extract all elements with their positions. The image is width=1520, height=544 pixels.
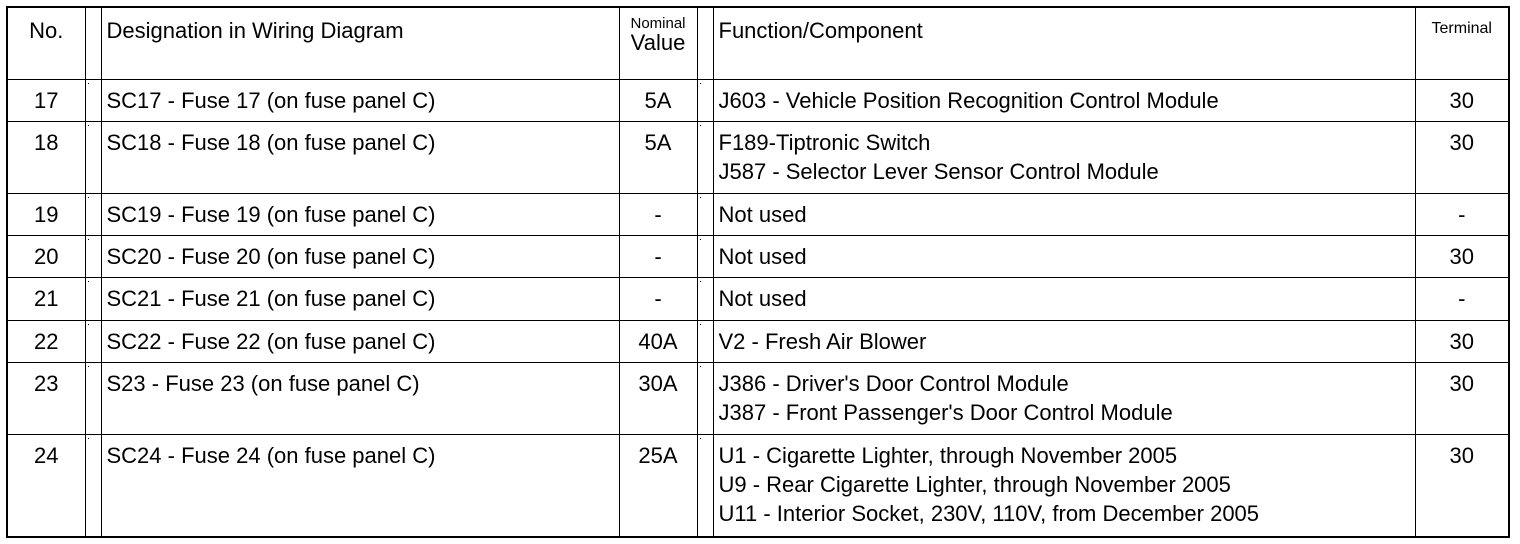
row-spacer	[697, 79, 713, 121]
terminal: 30	[1415, 362, 1509, 434]
fuse-table	[6, 6, 1510, 538]
spacer-mark	[88, 197, 89, 198]
function-line: U9 - Rear Cigarette Lighter, through November 2005	[718, 471, 1231, 497]
row-spacer	[85, 236, 101, 278]
spacer-mark	[88, 366, 89, 367]
fuse-designation: SC19 - Fuse 19 (on fuse panel C)	[101, 193, 619, 235]
terminal: 30	[1415, 121, 1509, 193]
function-line: Not used	[718, 244, 807, 270]
nominal-value: 5A	[619, 79, 697, 121]
function-line: J386 - Driver's Door Control Module	[718, 370, 1069, 396]
header-designation: Designation in Wiring Diagram	[101, 7, 619, 79]
function-line: F189-Tiptronic Switch	[718, 129, 931, 155]
table-row	[7, 362, 1509, 434]
fuse-number: 17	[7, 79, 85, 121]
fuse-designation: SC22 - Fuse 22 (on fuse panel C)	[101, 320, 619, 362]
spacer-mark	[88, 125, 89, 126]
row-spacer	[697, 362, 713, 434]
function-component	[713, 278, 1415, 320]
header-terminal: Terminal	[1415, 7, 1509, 79]
header-nominal-label: Nominal	[630, 15, 686, 32]
function-line: J587 - Selector Lever Sensor Control Module	[718, 158, 1159, 184]
fuse-designation: SC17 - Fuse 17 (on fuse panel C)	[101, 79, 619, 121]
header-spacer	[85, 7, 101, 79]
function-component	[713, 193, 1415, 235]
fuse-number: 24	[7, 434, 85, 537]
function-line: J387 - Front Passenger's Door Control Module	[718, 399, 1173, 425]
nominal-value: 40A	[619, 320, 697, 362]
row-spacer	[85, 434, 101, 537]
function-line: U1 - Cigarette Lighter, through November 2005	[718, 442, 1178, 468]
function-component	[713, 320, 1415, 362]
nominal-value: -	[619, 193, 697, 235]
function-line: V2 - Fresh Air Blower	[718, 328, 927, 354]
fuse-designation: SC20 - Fuse 20 (on fuse panel C)	[101, 236, 619, 278]
fuse-designation: SC18 - Fuse 18 (on fuse panel C)	[101, 121, 619, 193]
row-spacer	[85, 121, 101, 193]
spacer-mark	[700, 324, 701, 325]
terminal: 30	[1415, 79, 1509, 121]
spacer-mark	[88, 239, 89, 240]
header-value-label: Value	[630, 30, 686, 55]
fuse-designation: S23 - Fuse 23 (on fuse panel C)	[101, 362, 619, 434]
spacer-mark	[88, 324, 89, 325]
function-line: Not used	[718, 286, 807, 312]
table-row	[7, 434, 1509, 537]
fuse-number: 20	[7, 236, 85, 278]
spacer-mark	[88, 83, 89, 84]
function-line: Not used	[718, 201, 807, 227]
nominal-value: -	[619, 236, 697, 278]
row-spacer	[85, 362, 101, 434]
row-spacer	[85, 79, 101, 121]
terminal: -	[1415, 278, 1509, 320]
spacer-mark	[88, 438, 89, 439]
fuse-number: 18	[7, 121, 85, 193]
fuse-number: 22	[7, 320, 85, 362]
spacer-mark	[88, 281, 89, 282]
header-nominal-value	[619, 7, 697, 79]
fuse-designation: SC24 - Fuse 24 (on fuse panel C)	[101, 434, 619, 537]
table-row	[7, 79, 1509, 121]
spacer-mark	[700, 83, 701, 84]
nominal-value: -	[619, 278, 697, 320]
terminal: 30	[1415, 434, 1509, 537]
table-row	[7, 121, 1509, 193]
nominal-value: 5A	[619, 121, 697, 193]
spacer-mark	[700, 125, 701, 126]
nominal-value: 25A	[619, 434, 697, 537]
row-spacer	[697, 193, 713, 235]
fuse-designation: SC21 - Fuse 21 (on fuse panel C)	[101, 278, 619, 320]
header-row	[7, 7, 1509, 79]
function-line: U11 - Interior Socket, 230V, 110V, from December 2005	[718, 500, 1260, 526]
function-component	[713, 434, 1415, 537]
spacer-mark	[700, 281, 701, 282]
terminal: 30	[1415, 320, 1509, 362]
header-function: Function/Component	[713, 7, 1415, 79]
spacer-mark	[700, 197, 701, 198]
spacer-mark	[700, 366, 701, 367]
terminal: -	[1415, 193, 1509, 235]
function-component	[713, 79, 1415, 121]
row-spacer	[85, 320, 101, 362]
function-component	[713, 236, 1415, 278]
row-spacer	[697, 121, 713, 193]
row-spacer	[697, 434, 713, 537]
row-spacer	[697, 320, 713, 362]
table-row	[7, 236, 1509, 278]
table-row	[7, 278, 1509, 320]
function-component	[713, 121, 1415, 193]
function-line: J603 - Vehicle Position Recognition Control Module	[718, 87, 1219, 113]
terminal: 30	[1415, 236, 1509, 278]
fuse-number: 21	[7, 278, 85, 320]
spacer-mark	[700, 239, 701, 240]
table-row	[7, 193, 1509, 235]
header-spacer	[697, 7, 713, 79]
fuse-number: 23	[7, 362, 85, 434]
fuse-number: 19	[7, 193, 85, 235]
row-spacer	[697, 278, 713, 320]
table-row	[7, 320, 1509, 362]
function-component	[713, 362, 1415, 434]
header-no: No.	[7, 7, 85, 79]
table-body	[7, 79, 1509, 537]
row-spacer	[697, 236, 713, 278]
nominal-value: 30A	[619, 362, 697, 434]
row-spacer	[85, 278, 101, 320]
row-spacer	[85, 193, 101, 235]
spacer-mark	[700, 438, 701, 439]
